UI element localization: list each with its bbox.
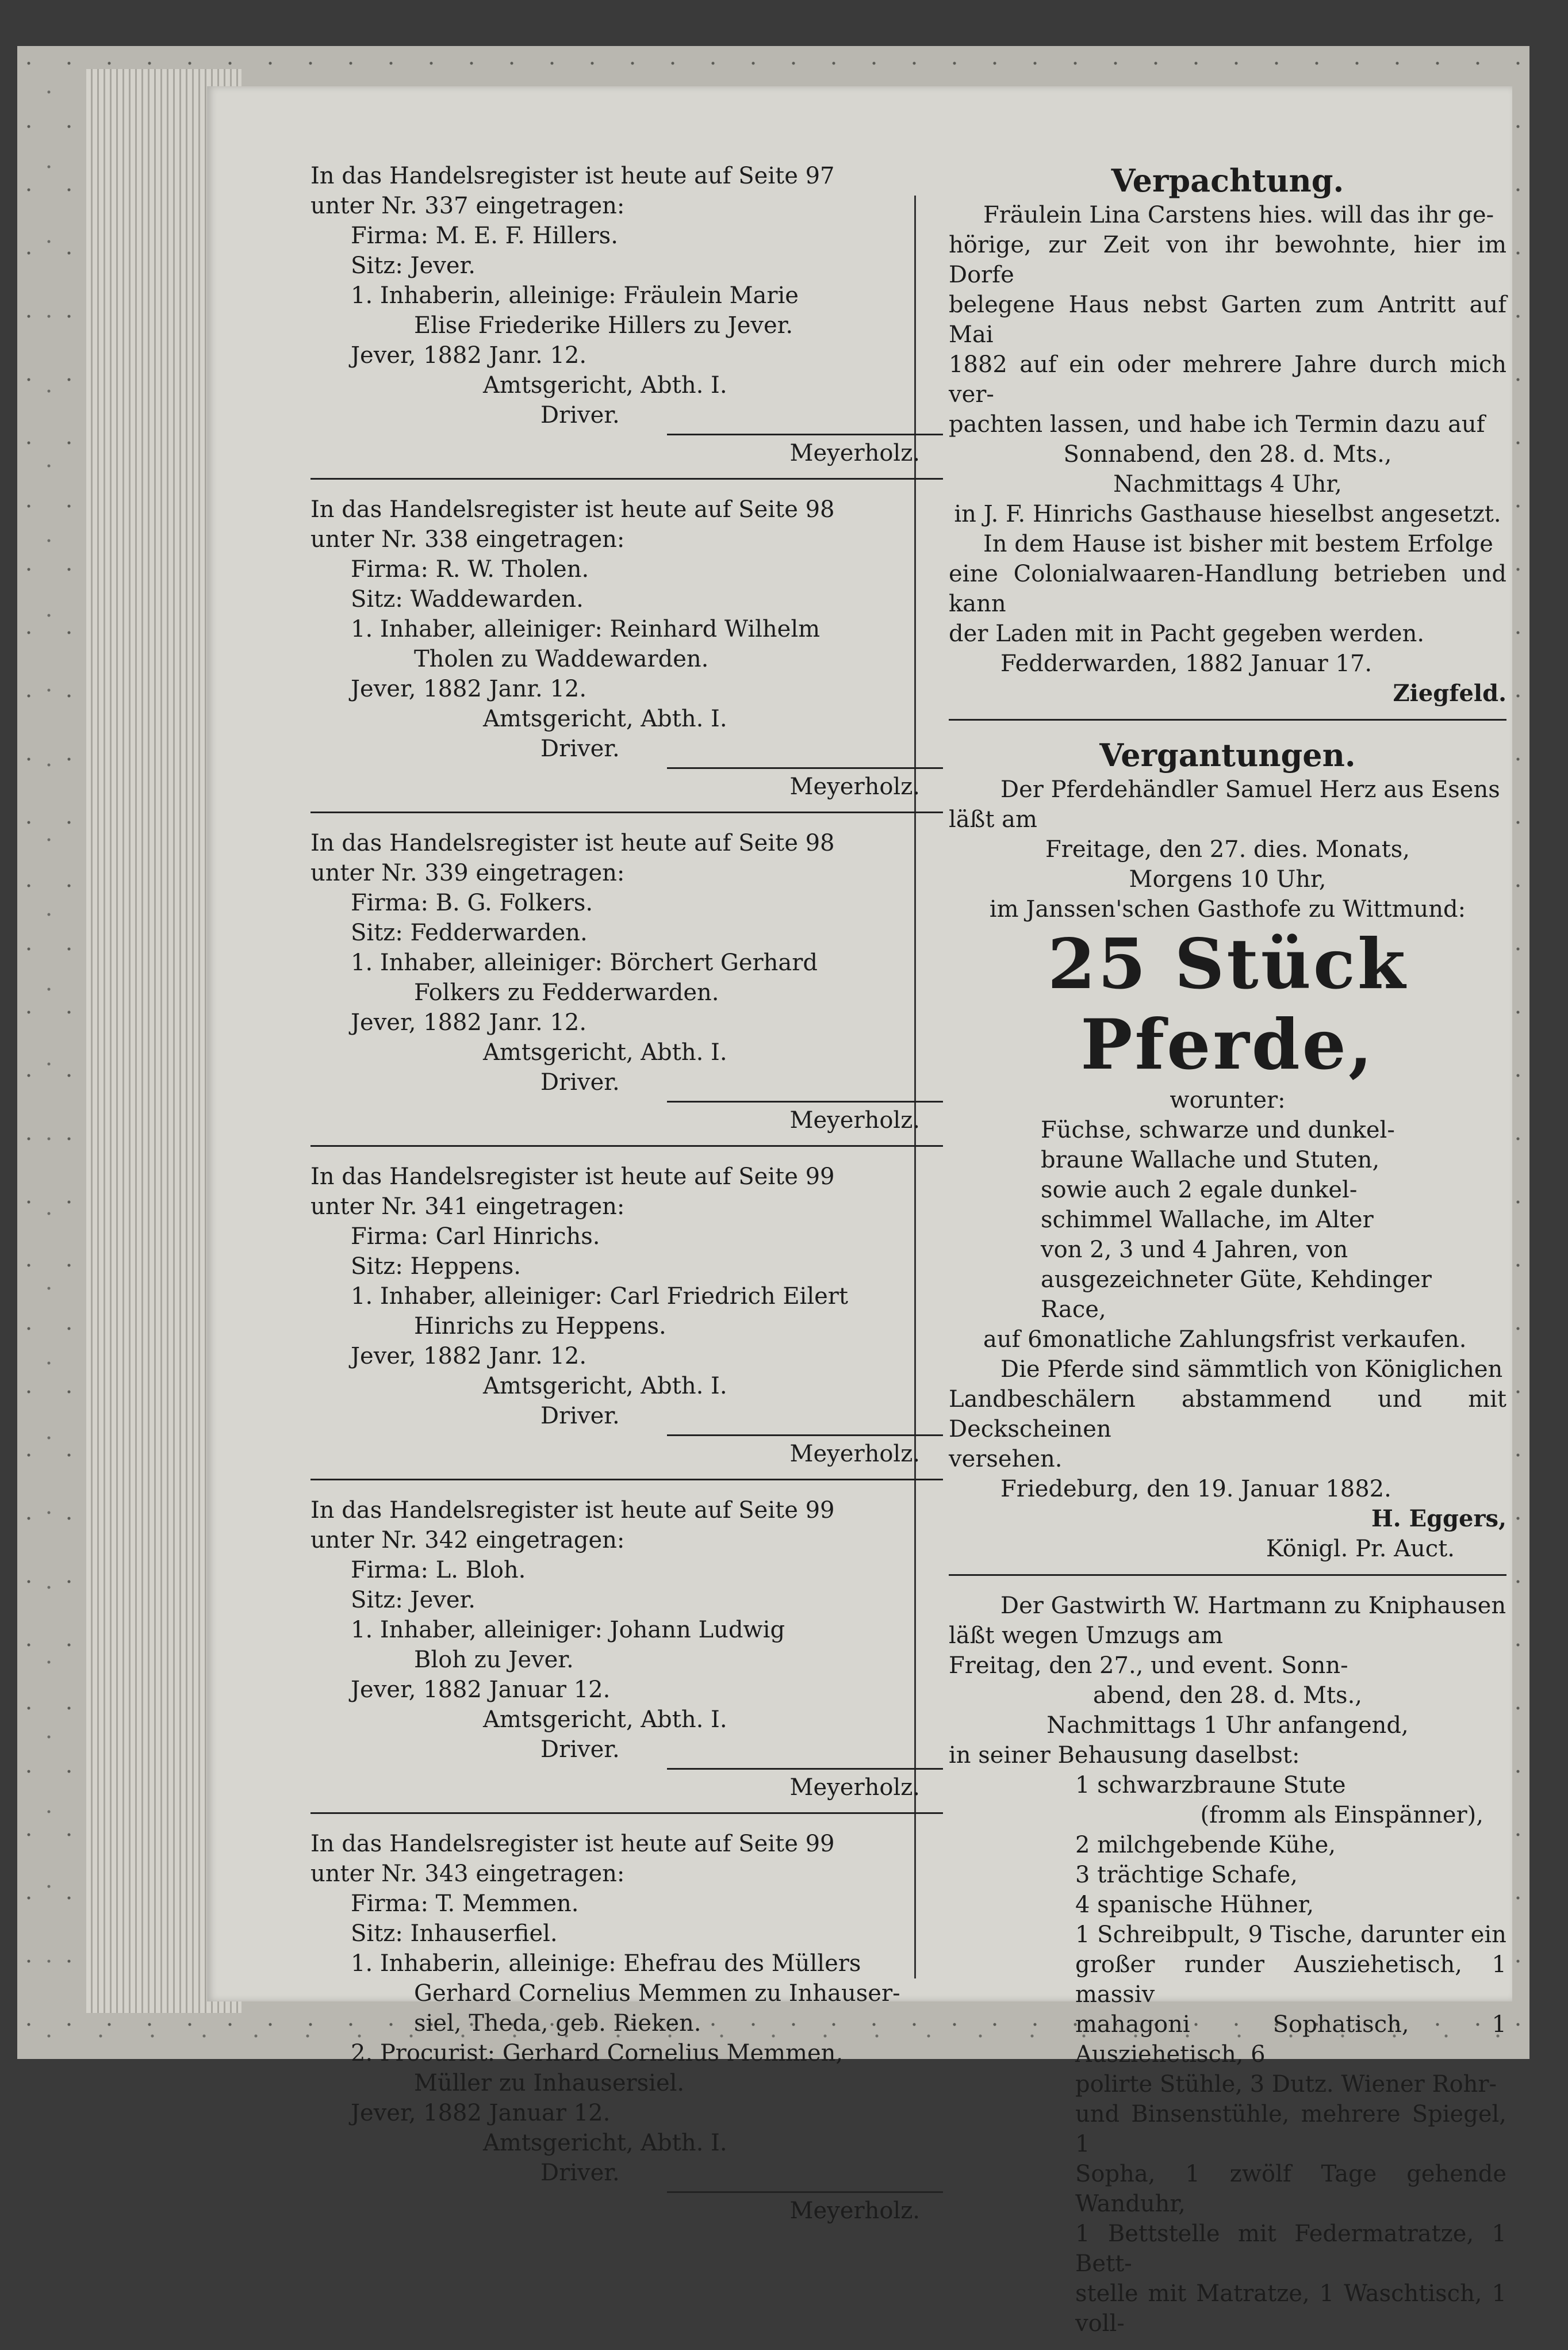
firma-line: Firma: B. G. Folkers. — [351, 890, 593, 916]
firma-line: Firma: L. Bloh. — [351, 1557, 526, 1583]
court-line: Amtsgericht, Abth. I. — [483, 706, 727, 732]
signature-rule — [667, 434, 943, 435]
notice-separator — [310, 1479, 943, 1480]
auction-date: Freitag, den 27., und event. Sonn- — [949, 1652, 1348, 1679]
furniture-line: 1 Schreibpult, 9 Tische, darunter ein — [1075, 1922, 1506, 1948]
signature-rule — [667, 1101, 943, 1103]
left-column — [310, 161, 943, 2237]
body-line: Fräulein Lina Carstens hies. will das ihr ge- — [983, 202, 1494, 228]
body-line: belegene Haus nebst Garten zum Antritt auf Mai — [949, 292, 1506, 348]
date-line: Jever, 1882 Januar 12. — [351, 1677, 611, 1703]
register-notice-343 — [310, 1829, 943, 2225]
furniture-line: großer runder Ausziehetisch, 1 massiv — [1075, 1951, 1506, 2008]
judge-line: Driver. — [540, 736, 620, 762]
court-line: Amtsgericht, Abth. I. — [483, 372, 727, 399]
notice-line: unter Nr. 339 eingetragen: — [310, 860, 625, 886]
auction-time: Nachmittags 4 Uhr, — [1113, 471, 1342, 497]
clerk-signature: Meyerholz. — [789, 1441, 920, 1467]
notice-line: In das Handelsregister ist heute auf Seite 97 — [310, 163, 835, 189]
notice-separator — [949, 719, 1506, 721]
sitz-line: Sitz: Waddewarden. — [351, 586, 584, 613]
hartmann-auction-notice — [949, 1591, 1506, 2338]
notice-separator — [310, 812, 943, 813]
date-line: Jever, 1882 Janr. 12. — [351, 1343, 587, 1369]
verpachtung-notice — [949, 161, 1506, 721]
notice-line: In das Handelsregister ist heute auf Seite 99 — [310, 1831, 835, 1857]
auction-item: 4 spanische Hühner, — [1075, 1892, 1314, 1918]
register-notice-337 — [310, 161, 943, 480]
body-line: der Laden mit in Pacht gegeben werden. — [949, 621, 1425, 647]
court-line: Amtsgericht, Abth. I. — [483, 1706, 727, 1733]
clerk-signature: Meyerholz. — [789, 774, 920, 800]
body-line: läßt wegen Umzugs am — [949, 1622, 1223, 1649]
inhaber-line: Folkers zu Fedderwarden. — [414, 979, 719, 1006]
sitz-line: Sitz: Jever. — [351, 1587, 476, 1613]
signature-rule — [667, 2191, 943, 2193]
horse-description: braune Wallache und Stuten, — [1041, 1147, 1380, 1173]
horse-description: schimmel Wallache, im Alter — [1041, 1207, 1374, 1233]
horses-headline: 25 Stück Pferde, — [1047, 924, 1408, 1085]
body-line: auf 6monatliche Zahlungsfrist verkaufen. — [983, 1326, 1467, 1353]
inhaber-line: 1. Inhaber, alleiniger: Reinhard Wilhelm — [351, 616, 821, 642]
judge-line: Driver. — [540, 1736, 620, 1763]
register-notice-341 — [310, 1162, 943, 1480]
clerk-signature: Meyerholz. — [789, 440, 920, 466]
inhaber-line: Elise Friederike Hillers zu Jever. — [414, 312, 793, 339]
auction-item: 2 milchgebende Kühe, — [1075, 1832, 1336, 1858]
inhaber-line: 1. Inhaberin, alleinige: Fräulein Marie — [351, 282, 799, 309]
newspaper-page — [207, 86, 1512, 2337]
court-line: Amtsgericht, Abth. I. — [483, 1039, 727, 1066]
furniture-line: stelle mit Matratze, 1 Waschtisch, 1 voll- — [1075, 2280, 1506, 2337]
judge-line: Driver. — [540, 1069, 620, 1096]
notice-separator — [310, 1145, 943, 1147]
body-line: Landbeschälern abstammend und mit Deckscheinen — [949, 1386, 1506, 1442]
horse-description: ausgezeichneter Güte, Kehdinger — [1041, 1266, 1432, 1293]
body-line: eine Colonialwaaren-Handlung betrieben und kann — [949, 561, 1506, 617]
auction-date: Freitage, den 27. dies. Monats, — [1045, 836, 1410, 863]
firma-line: Firma: T. Memmen. — [351, 1890, 579, 1917]
horse-description: sowie auch 2 egale dunkel- — [1041, 1177, 1358, 1203]
register-notice-342 — [310, 1495, 943, 1814]
furniture-line: mahagoni Sophatisch, 1 Ausziehetisch, 6 — [1075, 2011, 1506, 2068]
vergantungen-notice — [949, 736, 1506, 1576]
notice-line: In das Handelsregister ist heute auf Seite 99 — [310, 1163, 835, 1190]
body-line: Der Gastwirth W. Hartmann zu Kniphausen — [1000, 1593, 1506, 1619]
court-line: Amtsgericht, Abth. I. — [483, 1373, 727, 1399]
notice-line: In das Handelsregister ist heute auf Seite 99 — [310, 1497, 835, 1524]
inhaber-line: Tholen zu Waddewarden. — [414, 646, 709, 672]
clerk-signature: Meyerholz. — [789, 1774, 920, 1801]
inhaber-line: 1. Inhaber, alleiniger: Johann Ludwig — [351, 1617, 785, 1643]
court-line: Amtsgericht, Abth. I. — [483, 2130, 727, 2156]
sitz-line: Sitz: Inhauserfiel. — [351, 1920, 558, 1947]
notice-line: In das Handelsregister ist heute auf Seite 98 — [310, 496, 835, 523]
date-line: Jever, 1882 Janr. 12. — [351, 1009, 587, 1036]
body-line: in seiner Behausung daselbst: — [949, 1742, 1300, 1769]
inhaber-line: 1. Inhaber, alleiniger: Börchert Gerhard — [351, 950, 818, 976]
furniture-line: 1 Bettstelle mit Federmatratze, 1 Bett- — [1075, 2221, 1506, 2277]
inhaber-line: siel, Theda, geb. Rieken. — [414, 2010, 701, 2037]
signer-title: Königl. Pr. Auct. — [1266, 1536, 1455, 1562]
notice-line: unter Nr. 338 eingetragen: — [310, 526, 625, 553]
inhaber-line: 1. Inhaberin, alleinige: Ehefrau des Müllers — [351, 1950, 861, 1977]
body-line: Die Pferde sind sämmtlich von Königlichen — [1000, 1356, 1503, 1383]
inhaber-line: Hinrichs zu Heppens. — [414, 1313, 666, 1339]
body-line: worunter: — [1170, 1087, 1286, 1113]
auction-time: Morgens 10 Uhr, — [1129, 866, 1327, 893]
furniture-line: Sopha, 1 zwölf Tage gehende Wanduhr, — [1075, 2161, 1506, 2217]
sitz-line: Sitz: Jever. — [351, 252, 476, 279]
body-line: 1882 auf ein oder mehrere Jahre durch mich ver- — [949, 351, 1506, 408]
notice-line: unter Nr. 337 eingetragen: — [310, 193, 625, 219]
body-line: Der Pferdehändler Samuel Herz aus Esens — [1000, 776, 1500, 803]
notice-separator — [310, 1812, 943, 1814]
date-line: Jever, 1882 Januar 12. — [351, 2100, 611, 2126]
date-line: Jever, 1882 Janr. 12. — [351, 342, 587, 369]
register-notice-339 — [310, 828, 943, 1147]
auction-item-note: (fromm als Einspänner), — [1200, 1802, 1483, 1828]
sitz-line: Sitz: Heppens. — [351, 1253, 521, 1280]
judge-line: Driver. — [540, 1403, 620, 1429]
furniture-line: polirte Stühle, 3 Dutz. Wiener Rohr- — [1075, 2071, 1497, 2098]
notice-line: unter Nr. 343 eingetragen: — [310, 1861, 625, 1887]
sitz-line: Sitz: Fedderwarden. — [351, 920, 588, 946]
body-line: hörige, zur Zeit von ihr bewohnte, hier im Dorfe — [949, 232, 1506, 288]
firma-line: Firma: R. W. Tholen. — [351, 556, 589, 583]
inhaber-line: 1. Inhaber, alleiniger: Carl Friedrich Eilert — [351, 1283, 848, 1310]
clerk-signature: Meyerholz. — [789, 2198, 920, 2224]
register-notice-338 — [310, 495, 943, 813]
clerk-signature: Meyerholz. — [789, 1107, 920, 1134]
signature-rule — [667, 767, 943, 769]
auction-item: 3 trächtige Schafe, — [1075, 1862, 1298, 1888]
notice-line: unter Nr. 342 eingetragen: — [310, 1527, 625, 1553]
notice-line: In das Handelsregister ist heute auf Seite 98 — [310, 830, 835, 856]
horse-description: Füchse, schwarze und dunkel- — [1041, 1117, 1395, 1143]
notice-separator — [949, 1574, 1506, 1576]
notice-separator — [310, 478, 943, 480]
procurist-line: Müller zu Inhausersiel. — [414, 2070, 685, 2096]
furniture-line: und Binsenstühle, mehrere Spiegel, 1 — [1075, 2101, 1506, 2157]
vergantungen-heading: Vergantungen. — [1099, 737, 1356, 774]
notice-line: unter Nr. 341 eingetragen: — [310, 1193, 625, 1220]
procurist-line: 2. Procurist: Gerhard Cornelius Memmen, — [351, 2040, 844, 2066]
signer: H. Eggers, — [1371, 1505, 1506, 1532]
inhaber-line: Gerhard Cornelius Memmen zu Inhauser- — [414, 1980, 900, 2007]
body-line: läßt am — [949, 806, 1037, 833]
date-line: Fedderwarden, 1882 Januar 17. — [1000, 650, 1373, 677]
horse-description: von 2, 3 und 4 Jahren, von — [1041, 1237, 1348, 1263]
judge-line: Driver. — [540, 2160, 620, 2186]
date-line: Friedeburg, den 19. Januar 1882. — [1000, 1476, 1391, 1502]
date-line: Jever, 1882 Janr. 12. — [351, 676, 587, 702]
body-line: in J. F. Hinrichs Gasthause hieselbst angesetzt. — [954, 501, 1501, 527]
verpachtung-heading: Verpachtung. — [1111, 162, 1344, 199]
inhaber-line: Bloh zu Jever. — [414, 1647, 574, 1673]
auction-date: abend, den 28. d. Mts., — [1092, 1682, 1363, 1709]
right-column — [949, 161, 1506, 2350]
signer: Ziegfeld. — [1393, 680, 1506, 707]
firma-line: Firma: M. E. F. Hillers. — [351, 223, 618, 249]
firma-line: Firma: Carl Hinrichs. — [351, 1223, 600, 1250]
body-line: im Janssen'schen Gasthofe zu Wittmund: — [989, 896, 1466, 923]
body-line: versehen. — [949, 1446, 1063, 1472]
signature-rule — [667, 1434, 943, 1436]
auction-date: Sonnabend, den 28. d. Mts., — [1063, 441, 1392, 468]
signature-rule — [667, 1768, 943, 1770]
auction-item: 1 schwarzbraune Stute — [1075, 1772, 1346, 1798]
horse-description: Race, — [1041, 1296, 1106, 1323]
body-line: In dem Hause ist bisher mit bestem Erfolge — [983, 531, 1493, 557]
judge-line: Driver. — [540, 402, 620, 428]
body-line: pachten lassen, und habe ich Termin dazu auf — [949, 411, 1485, 438]
auction-time: Nachmittags 1 Uhr anfangend, — [1046, 1712, 1409, 1739]
